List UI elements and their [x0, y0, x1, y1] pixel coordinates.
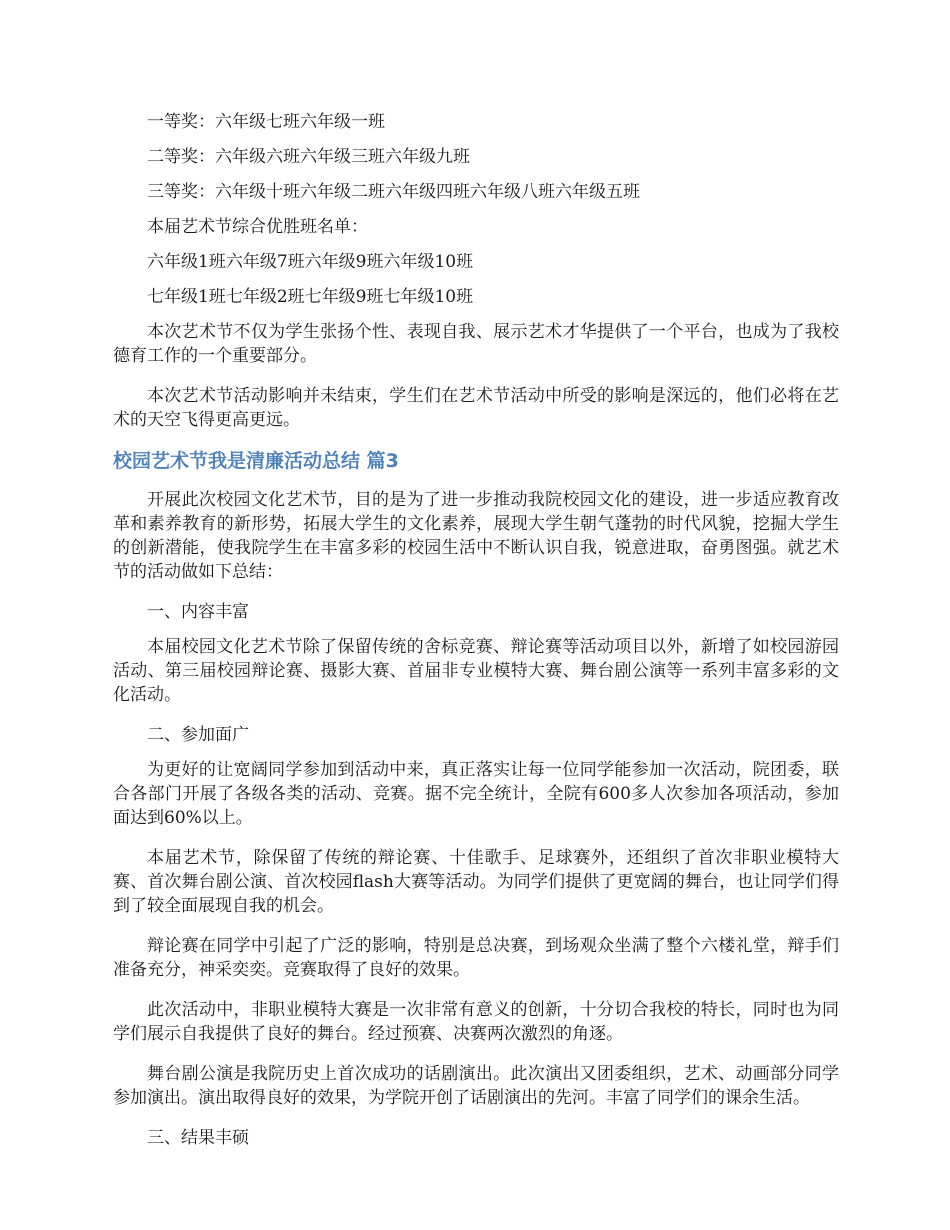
- document-page: [113, 110, 839, 1161]
- paragraph-influence: 本次艺术节活动影响并未结束，学生们在艺术节活动中所受的影响是深远的，他们必将在艺术的天空飞得更高更远。: [113, 386, 839, 430]
- winners-title-line: 本届艺术节综合优胜班名单：: [147, 217, 368, 237]
- subheading-content: 一、内容丰富: [147, 602, 249, 622]
- subheading-results: 三、结果丰硕: [147, 1128, 249, 1148]
- paragraph-events: 本届艺术节，除保留了传统的辩论赛、十佳歌手、足球赛外，还组织了首次非职业模特大赛、首次舞台剧公演、首次校园flash大赛等活动。为同学们提供了更宽阔的舞台，也让同学们得到了较全面展现自我的机会。: [113, 848, 839, 916]
- grade-seven-winners: 七年级1班七年级2班七年级9班七年级10班: [147, 287, 474, 307]
- subheading-participation: 二、参加面广: [147, 725, 249, 745]
- award-first-line: 一等奖：六年级七班六年级一班: [147, 112, 385, 132]
- award-second-line: 二等奖：六年级六班六年级三班六年级九班: [147, 147, 470, 167]
- paragraph-content: 本届校园文化艺术节除了保留传统的舍标竞赛、辩论赛等活动项目以外，新增了如校园游园活动、第三届校园辩论赛、摄影大赛、首届非专业模特大赛、舞台剧公演等一系列丰富多彩的文化活动。: [113, 637, 839, 705]
- grade-six-winners: 六年级1班六年级7班六年级9班六年级10班: [147, 252, 474, 272]
- paragraph-platform: 本次艺术节不仅为学生张扬个性、表现自我、展示艺术才华提供了一个平台，也成为了我校德育工作的一个重要部分。: [113, 322, 839, 366]
- section-heading: 校园艺术节我是清廉活动总结 篇3: [113, 450, 399, 472]
- paragraph-debate: 辩论赛在同学中引起了广泛的影响，特别是总决赛，到场观众坐满了整个六楼礼堂，辩手们准备充分，神采奕奕。竞赛取得了良好的效果。: [113, 936, 839, 980]
- paragraph-stage-play: 舞台剧公演是我院历史上首次成功的话剧演出。此次演出又团委组织，艺术、动画部分同学参加演出。演出取得良好的效果，为学院开创了话剧演出的先河。丰富了同学们的课余生活。: [113, 1064, 839, 1108]
- award-third-line: 三等奖：六年级十班六年级二班六年级四班六年级八班六年级五班: [147, 182, 640, 202]
- paragraph-model-contest: 此次活动中，非职业模特大赛是一次非常有意义的创新，十分切合我校的特长，同时也为同学们展示自我提供了良好的舞台。经过预赛、决赛两次激烈的角逐。: [113, 1000, 839, 1044]
- paragraph-participation: 为更好的让宽阔同学参加到活动中来，真正落实让每一位同学能参加一次活动，院团委，联合各部门开展了各级各类的活动、竞赛。据不完全统计，全院有600多人次参加各项活动，参加面达到60%以上。: [113, 760, 839, 828]
- paragraph-intro: 开展此次校园文化艺术节，目的是为了进一步推动我院校园文化的建设，进一步适应教育改革和素养教育的新形势，拓展大学生的文化素养，展现大学生朝气蓬勃的时代风貌，挖掘大学生的创新潜能，使我院学生在丰富多彩的校园生活中不断认识自我，锐意进取，奋勇图强。就艺术节的活动做如下总结：: [113, 490, 839, 582]
